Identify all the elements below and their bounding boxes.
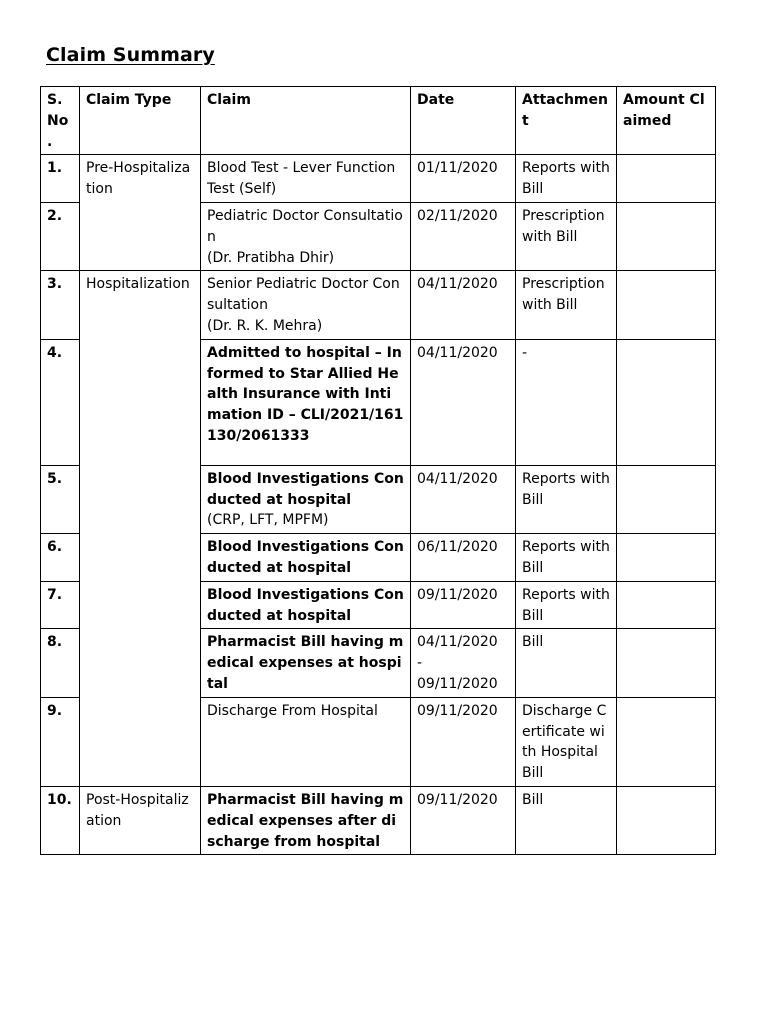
cell-attachment: Reports with Bill — [516, 581, 617, 629]
cell-amount — [617, 581, 716, 629]
table-row — [41, 155, 716, 203]
claim-line: (CRP, LFT, MPFM) — [207, 512, 329, 529]
cell-claim-type-post: Post-Hospitalization — [80, 786, 201, 854]
cell-amount — [617, 271, 716, 339]
cell-amount — [617, 339, 716, 465]
date-line: 09/11/2020 — [417, 675, 498, 692]
cell-attachment: Reports with Bill — [516, 534, 617, 582]
cell-amount — [617, 786, 716, 854]
cell-amount — [617, 202, 716, 270]
header-amount-claimed: Amount Claimed — [617, 87, 716, 155]
cell-amount — [617, 697, 716, 786]
cell-claim: Pharmacist Bill having medical expenses after discharge from hospital — [201, 786, 411, 854]
cell-date: 04/11/2020 — [411, 271, 516, 339]
claim-text: Admitted to hospital – Informed to Star Allied Health Insurance with Intimation ID – — [207, 344, 402, 424]
cell-attachment: Bill — [516, 786, 617, 854]
cell-attachment: Bill — [516, 629, 617, 697]
header-sno: S. No . — [41, 87, 80, 155]
cell-date: 09/11/2020 — [411, 786, 516, 854]
intimation-id: CLI/2021/161130/2061333 — [207, 407, 404, 444]
cell-attachment: - — [516, 339, 617, 465]
header-claim: Claim — [201, 87, 411, 155]
claim-summary-table — [40, 86, 716, 855]
cell-sno: 5. — [41, 465, 80, 533]
cell-attachment: Prescription with Bill — [516, 271, 617, 339]
cell-date — [411, 629, 516, 697]
claim-line: Blood Investigations Conducted at hospital — [207, 470, 404, 508]
claim-line: Senior Pediatric Doctor Consultation — [207, 276, 400, 314]
header-date: Date — [411, 87, 516, 155]
cell-amount — [617, 465, 716, 533]
cell-claim: Blood Investigations Conducted at hospital — [201, 581, 411, 629]
cell-date: 09/11/2020 — [411, 581, 516, 629]
cell-claim-type-empty — [80, 202, 201, 270]
cell-claim-type-hosp: Hospitalization — [80, 271, 201, 787]
cell-sno: 9. — [41, 697, 80, 786]
table-header-row — [41, 87, 716, 155]
claim-line: Pediatric Doctor Consultation — [207, 207, 403, 245]
cell-claim — [201, 339, 411, 465]
cell-sno: 2. — [41, 202, 80, 270]
table-row — [41, 786, 716, 854]
claim-line: (Dr. R. K. Mehra) — [207, 317, 323, 334]
cell-date: 04/11/2020 — [411, 339, 516, 465]
cell-sno: 3. — [41, 271, 80, 339]
cell-date: 02/11/2020 — [411, 202, 516, 270]
cell-claim — [201, 465, 411, 533]
cell-claim — [201, 202, 411, 270]
cell-claim: Blood Test - Lever Function Test (Self) — [201, 155, 411, 203]
header-claim-type: Claim Type — [80, 87, 201, 155]
cell-sno: 8. — [41, 629, 80, 697]
cell-date: 06/11/2020 — [411, 534, 516, 582]
cell-attachment: Reports with Bill — [516, 465, 617, 533]
table-row — [41, 202, 716, 270]
date-line: - — [417, 655, 423, 672]
date-line: 04/11/2020 — [417, 634, 498, 651]
cell-claim: Pharmacist Bill having medical expenses at hospital — [201, 629, 411, 697]
cell-claim — [201, 271, 411, 339]
cell-attachment: Discharge Certificate with Hospital Bill — [516, 697, 617, 786]
cell-claim-type-pre: Pre-Hospitalization — [80, 155, 201, 203]
claim-line: (Dr. Pratibha Dhir) — [207, 249, 335, 266]
page-title: Claim Summary — [46, 44, 215, 66]
cell-attachment: Prescription with Bill — [516, 202, 617, 270]
cell-amount — [617, 155, 716, 203]
cell-date: 04/11/2020 — [411, 465, 516, 533]
cell-sno: 6. — [41, 534, 80, 582]
cell-attachment: Reports with Bill — [516, 155, 617, 203]
cell-date: 01/11/2020 — [411, 155, 516, 203]
cell-sno: 7. — [41, 581, 80, 629]
cell-amount — [617, 534, 716, 582]
cell-sno: 10. — [41, 786, 80, 854]
cell-amount — [617, 629, 716, 697]
cell-claim: Discharge From Hospital — [201, 697, 411, 786]
table-row — [41, 271, 716, 339]
cell-sno: 1. — [41, 155, 80, 203]
header-attachment: Attachment — [516, 87, 617, 155]
cell-sno: 4. — [41, 339, 80, 465]
cell-claim: Blood Investigations Conducted at hospital — [201, 534, 411, 582]
cell-date: 09/11/2020 — [411, 697, 516, 786]
